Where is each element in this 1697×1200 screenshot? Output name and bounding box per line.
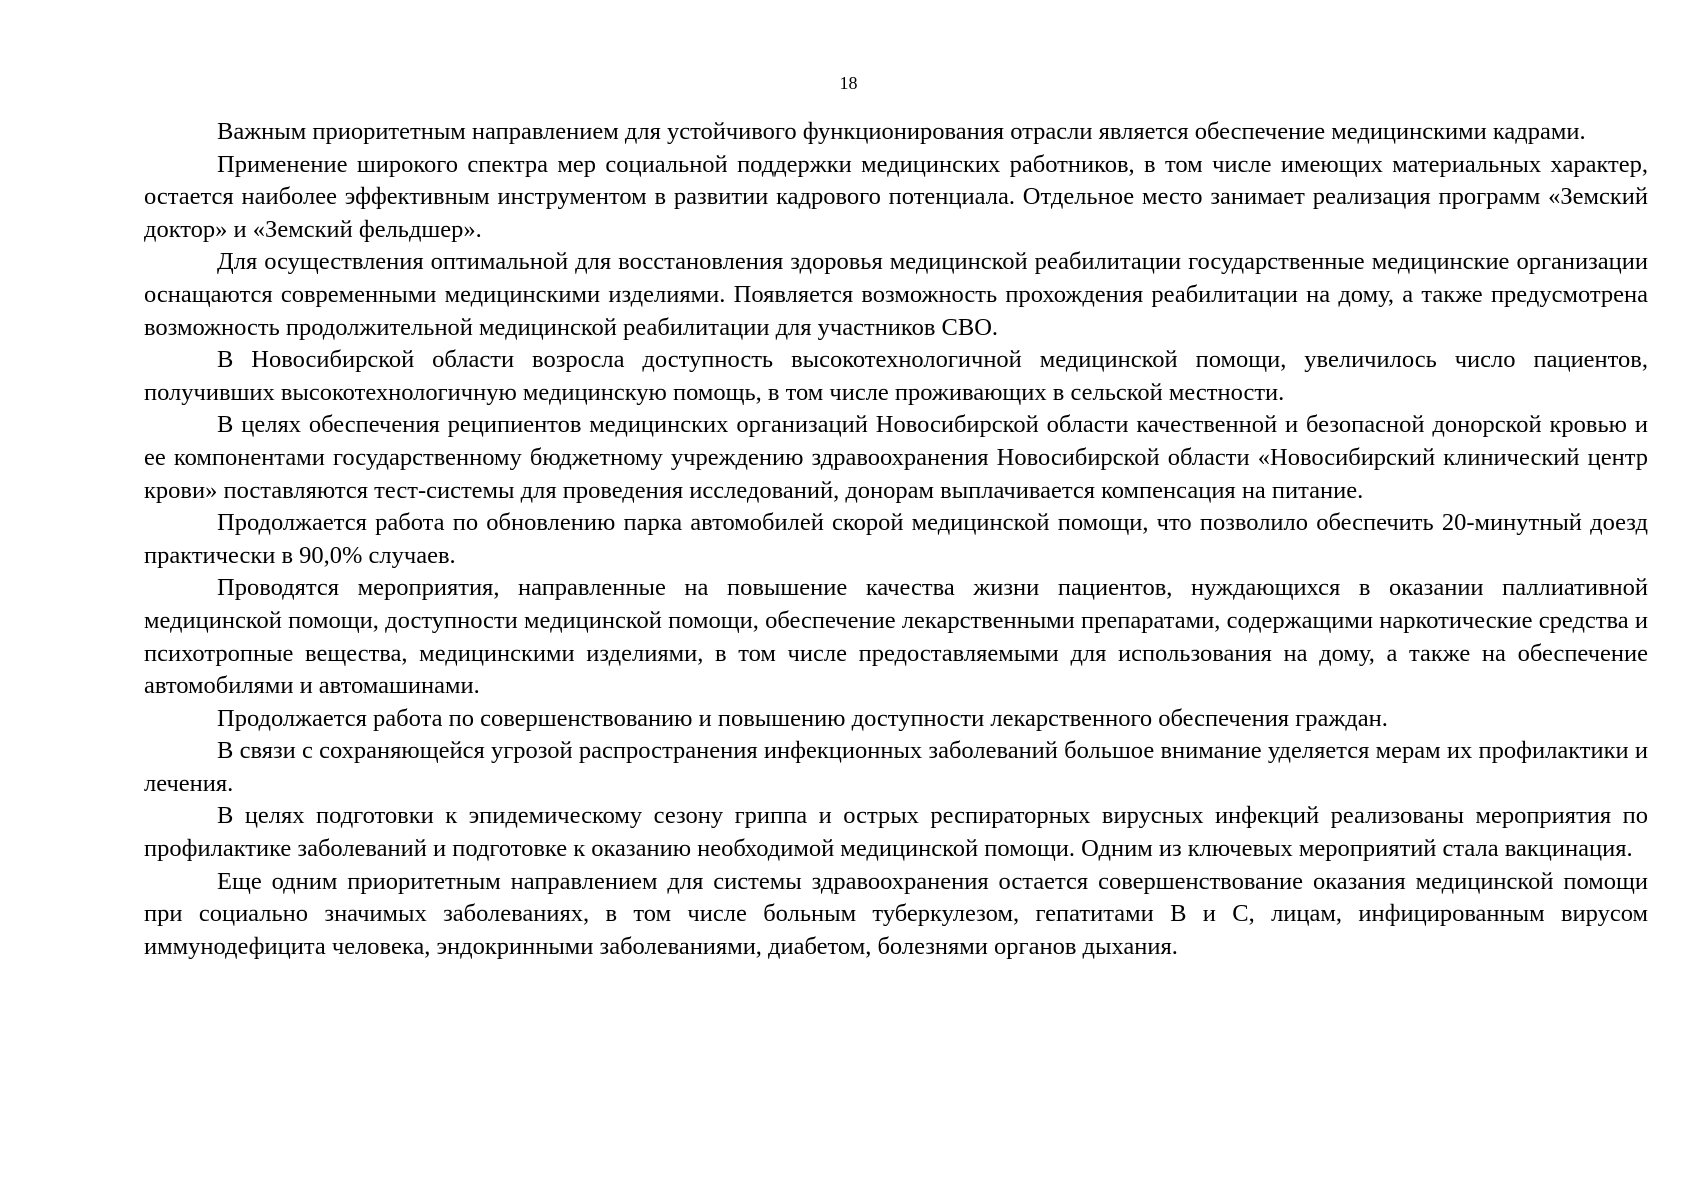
paragraph-staffing-priority: Важным приоритетным направлением для устойчивого функционирования отрасли является обеспечение медицинскими кадрами. [217,118,1586,145]
paragraph-palliative-care: Проводятся мероприятия, направленные на повышение качества жизни пациентов, нуждающихся в оказании паллиативной медицинской помощи, доступности медицинской помощи, обеспечение лекарственными препаратами, содержащими наркотические средства и психотропные вещества, медицинскими изделиями, в том числе предоставляемыми для использования на дому, а также на обеспечение автомобилями и автомашинами. [144,574,1648,700]
paragraph-socially-significant-diseases: Еще одним приоритетным направлением для системы здравоохранения остается совершенствование оказания медицинской помощи при социально значимых заболеваниях, в том числе больным туберкулезом, гепатитами В и С, лицам, инфицированным вирусом иммунодефицита человека, эндокринными заболеваниями, диабетом, болезнями органов дыхания. [144,867,1648,960]
paragraph-ambulance-fleet: Продолжается работа по обновлению парка автомобилей скорой медицинской помощи, что позволило обеспечить 20-минутный доезд практически в 90,0% случаев. [144,509,1648,569]
paragraph-donor-blood: В целях обеспечения реципиентов медицинских организаций Новосибирской области качественной и безопасной донорской кровью и ее компонентами государственному бюджетному учреждению здравоохранения Новосибирской области «Новосибирский клинический центр крови» поставляются тест-системы для проведения исследований, донорам выплачивается компенсация на питание. [144,411,1648,504]
page-number: 18 [839,73,858,93]
paragraph-drug-supply: Продолжается работа по совершенствованию и повышению доступности лекарственного обеспечения граждан. [217,704,1388,732]
paragraph-flu-season: В целях подготовки к эпидемическому сезону гриппа и острых респираторных вирусных инфекций реализованы мероприятия по профилактике заболеваний и подготовке к оказанию необходимой медицинской помощи. Одним из ключевых мероприятий стала вакцинация. [144,802,1648,863]
paragraph-high-tech-care: В Новосибирской области возросла доступность высокотехнологичной медицинской помощи, увеличилось число пациентов, получивших высокотехнологичную медицинскую помощь, в том числе проживающих в сельской местности. [144,346,1648,406]
paragraph-infection-prevention: В связи с сохраняющейся угрозой распространения инфекционных заболеваний большое внимание уделяется мерам их профилактики и лечения. [144,737,1648,797]
document-body [144,116,1648,963]
paragraph-rehabilitation: Для осуществления оптимальной для восстановления здоровья медицинской реабилитации государственные медицинские организации оснащаются современными медицинскими изделиями. Появляется возможность прохождения реабилитации на дому, а также предусмотрена возможность продолжительной медицинской реабилитации для участников СВО. [144,248,1648,341]
paragraph-social-support: Применение широкого спектра мер социальной поддержки медицинских работников, в том числе имеющих материальных характер, остается наиболее эффективным инструментом в развитии кадрового потенциала. Отдельное место занимает реализация программ «Земский доктор» и «Земский фельдшер». [144,150,1648,243]
